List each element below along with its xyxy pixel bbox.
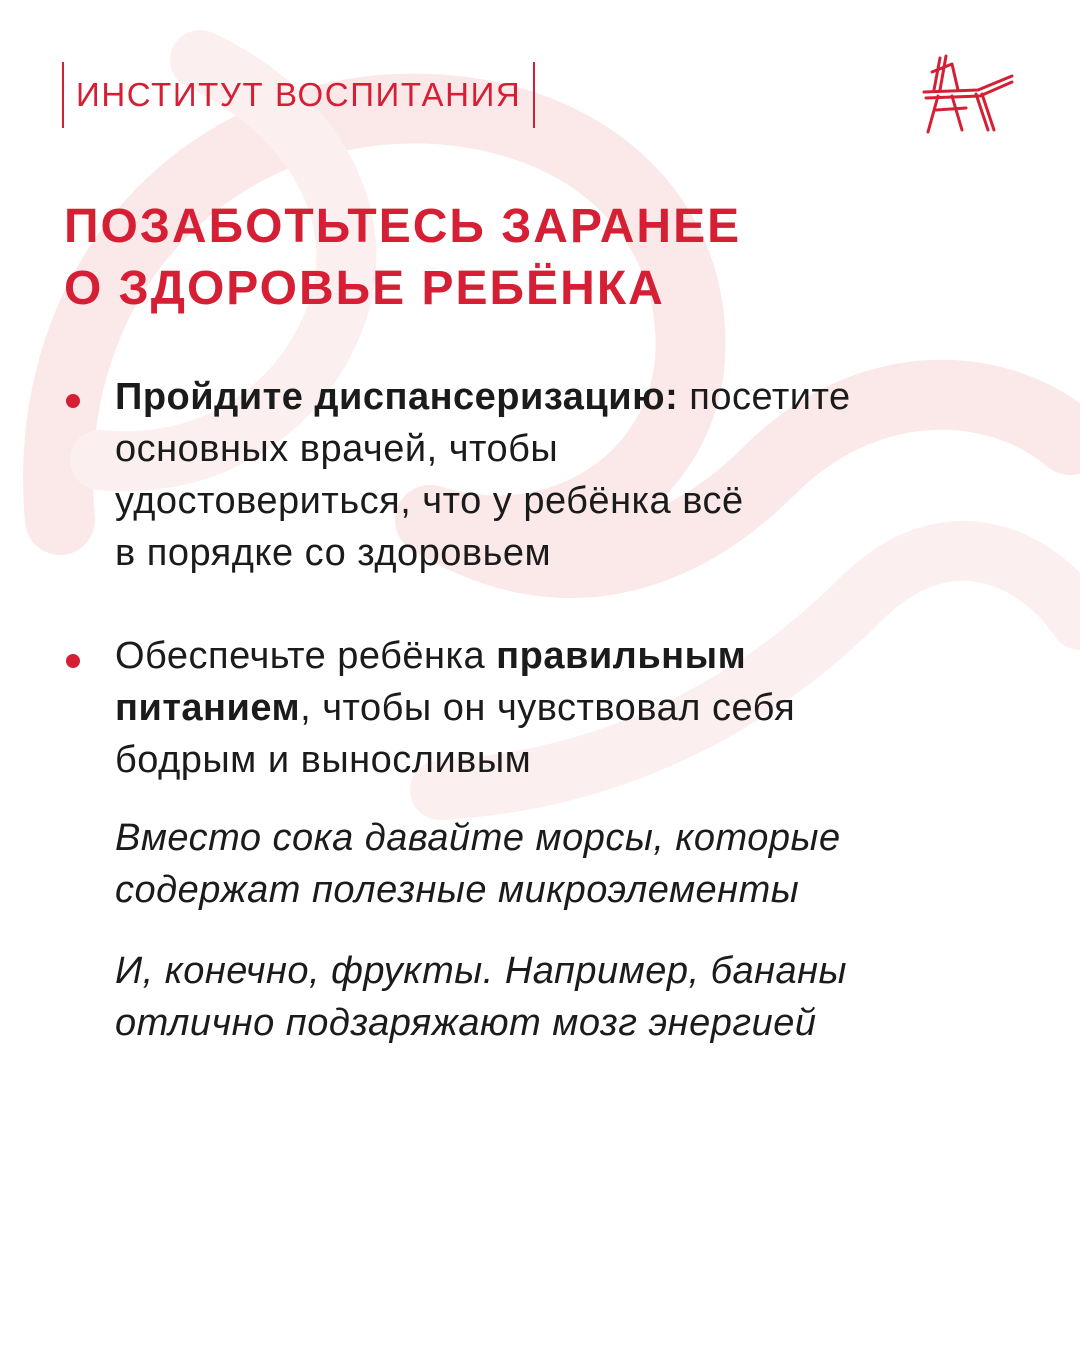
bold-text: питанием: [115, 687, 301, 729]
note-block: [115, 812, 841, 916]
title-line-1: ПОЗАБОТЬТЕСЬ ЗАРАНЕЕ: [64, 200, 742, 253]
title-line-2: О ЗДОРОВЬЕ РЕБЁНКА: [64, 262, 665, 315]
bold-text: Пройдите диспансеризацию:: [115, 376, 679, 418]
bullet-dot: [66, 394, 80, 408]
text-line: И, конечно, фрукты. Например, бананы: [115, 950, 848, 992]
list-item: [115, 371, 851, 579]
text-span: , чтобы он чувствовал себя: [300, 687, 796, 729]
chair-logo-icon: [918, 50, 1018, 136]
bold-text: правильным: [496, 635, 747, 677]
text-line: содержат полезные микроэлементы: [115, 869, 800, 911]
text-line: [115, 630, 795, 682]
text-span: Обеспечьте ребёнка: [115, 635, 497, 677]
text-line: Вместо сока давайте морсы, которые: [115, 817, 841, 859]
list-item-text: [115, 371, 851, 579]
note-text: [115, 812, 841, 916]
text-line: удостовериться, что у ребёнка всё: [115, 480, 744, 522]
header: [62, 62, 535, 128]
note-block: [115, 945, 847, 1049]
org-name: ИНСТИТУТ ВОСПИТАНИЯ: [76, 76, 522, 113]
text-line: отлично подзаряжают мозг энергией: [115, 1002, 817, 1044]
text-line: [115, 371, 851, 423]
list-item: [115, 630, 795, 786]
note-text: [115, 945, 847, 1049]
text-line: бодрым и выносливым: [115, 739, 532, 781]
text-line: [115, 682, 795, 734]
list-item-text: [115, 630, 795, 786]
text-line: в порядке со здоровьем: [115, 532, 552, 574]
bullet-dot: [66, 654, 80, 668]
text-span: посетите: [678, 376, 851, 418]
page-title: [64, 196, 741, 320]
header-divider-right: [533, 62, 535, 128]
text-line: основных врачей, чтобы: [115, 428, 559, 470]
